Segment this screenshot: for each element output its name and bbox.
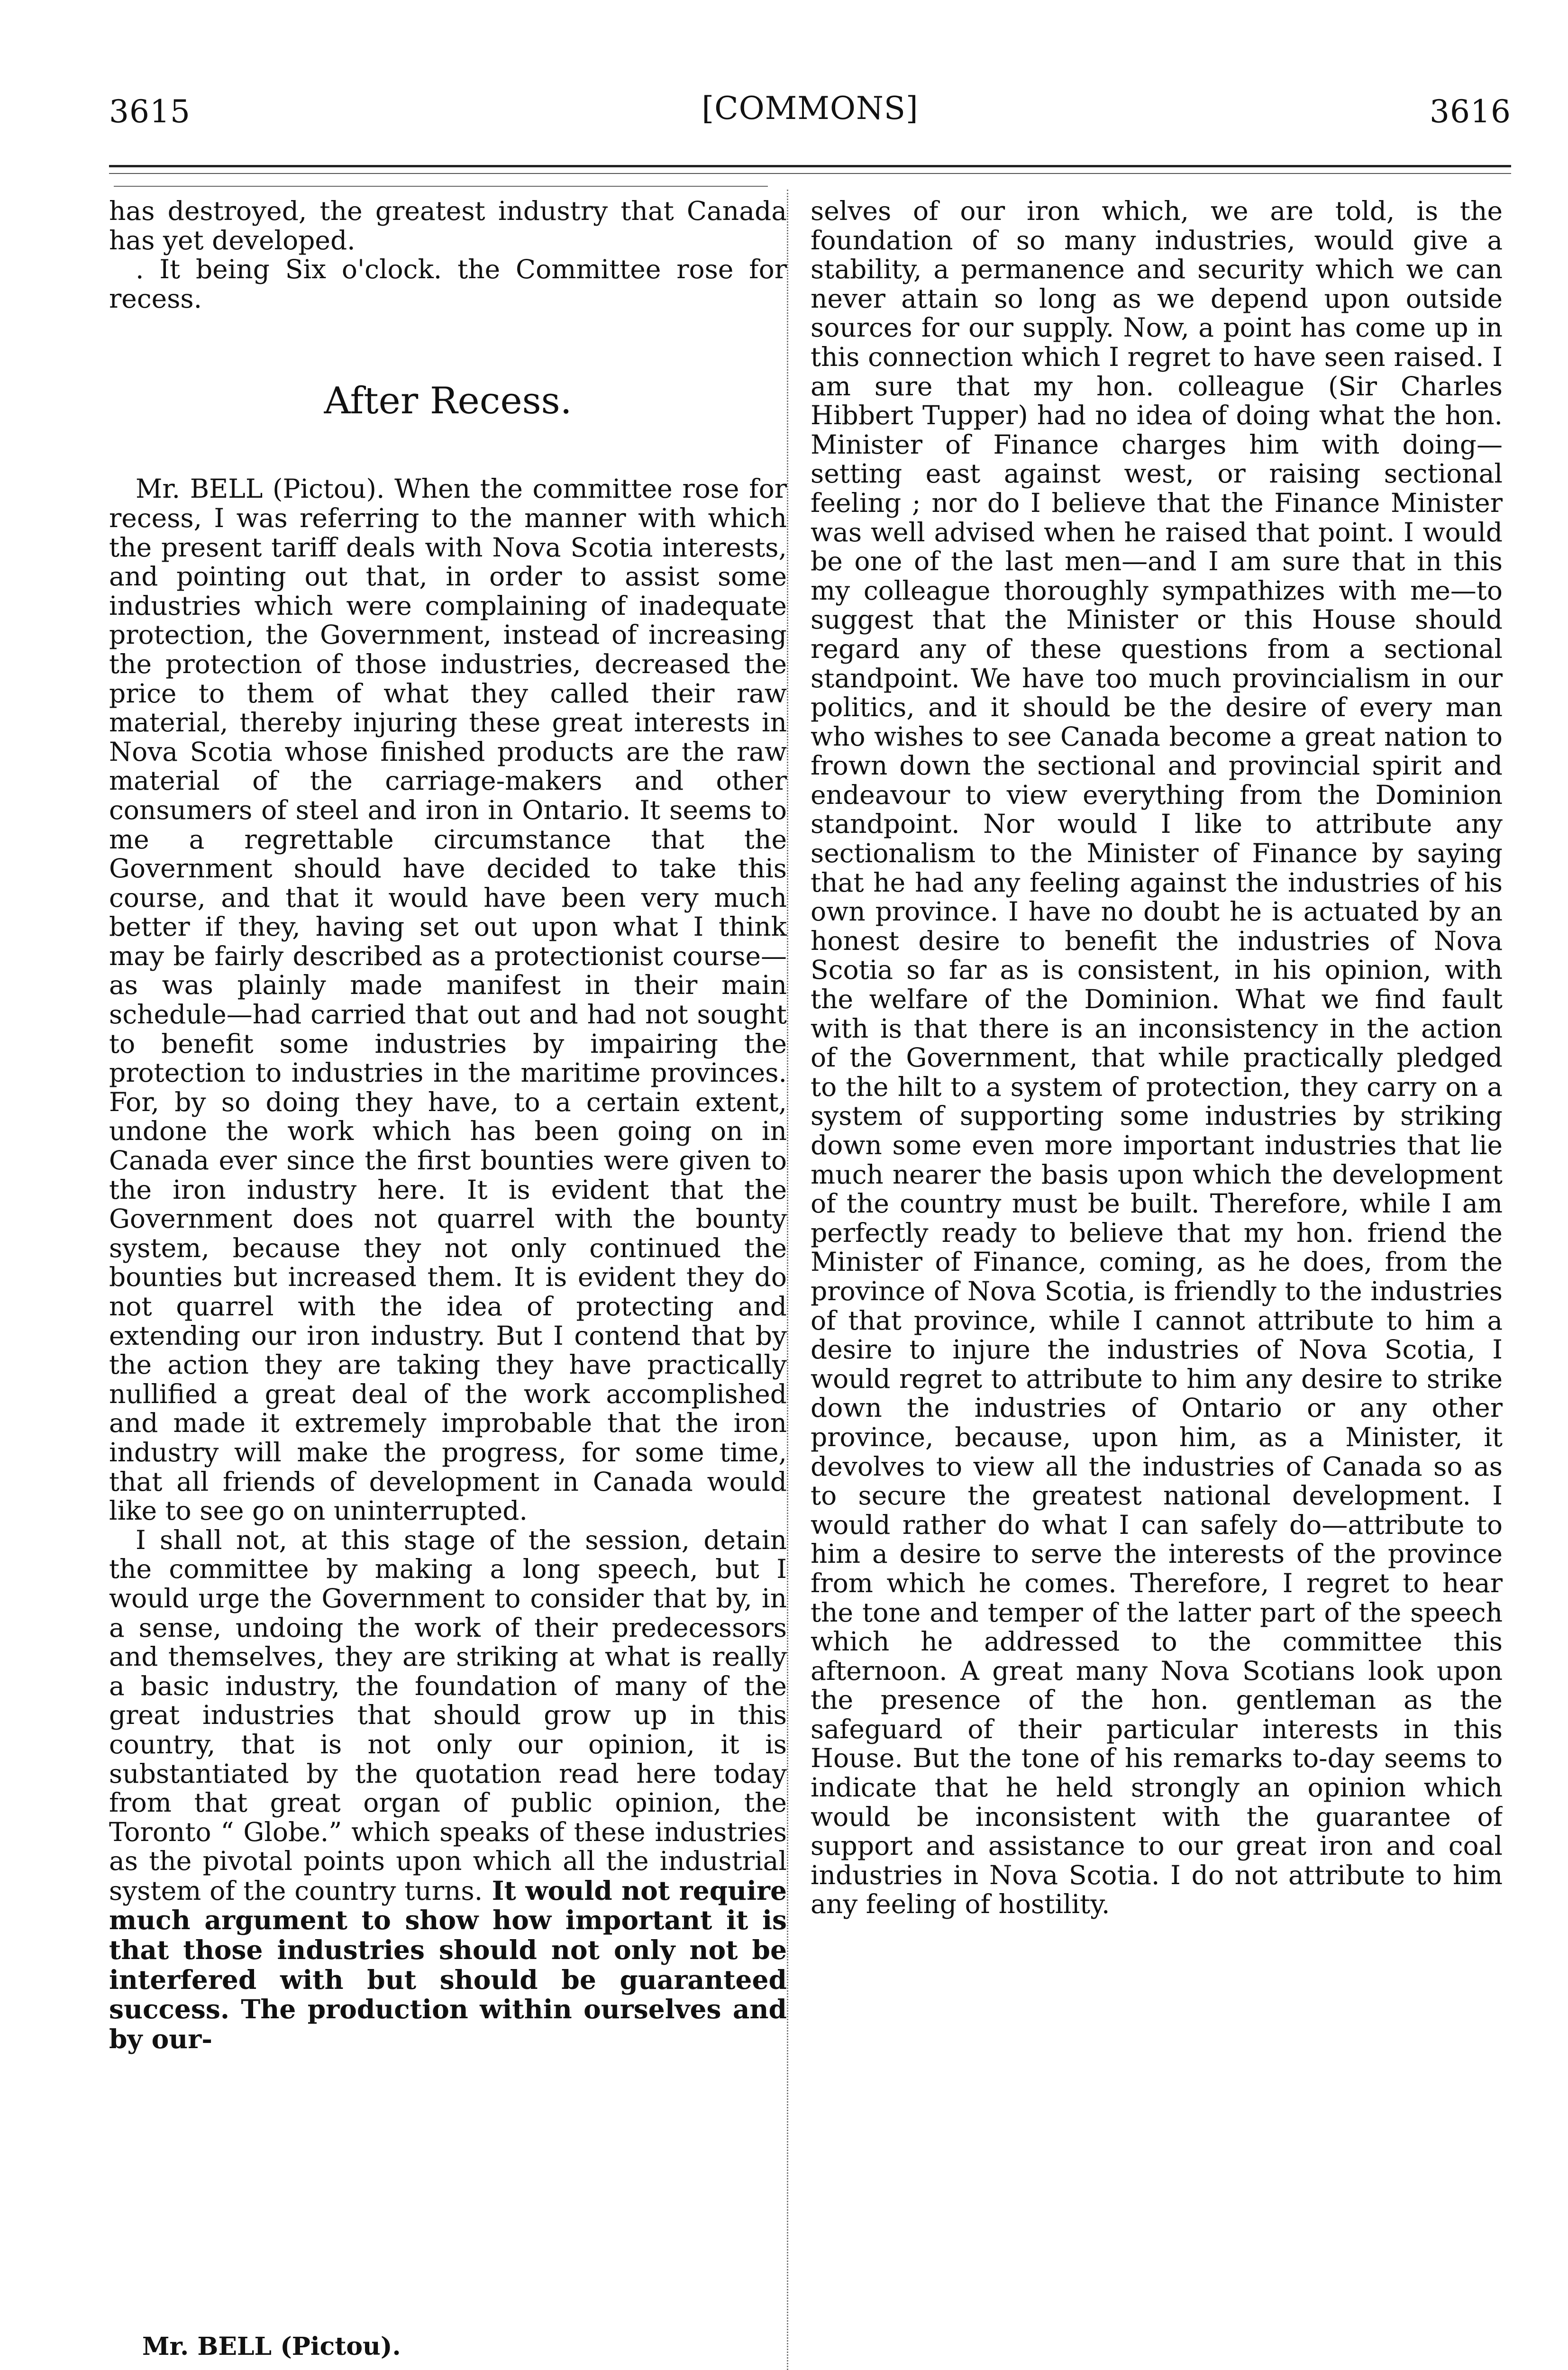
left-page-number: 3615 [109,93,191,130]
left-para-4-text: I shall not, at this stage of the session, detain the committee by making a long speech, but I would urge the Government to consider that by, in a sense, undoing the work of their predecessors and themselves, they are striking at what is really a basic industry, the foundation of many of the great industries that should grow up in this country, that is not only our opinion, it is substantiated by the quotation read here today from that great organ of public opinion, the Toronto “ Globe.” which speaks of these industries as the pivotal points upon which all the industrial system of the country turns. [109,1524,787,1906]
left-para-3: Mr. BELL (Pictou). When the committee rose for recess, I was referring to the manner with which the present tariff deals with Nova Scotia interests, and pointing out that, in order to assist some industries which were complaining of inadequate protection, the Government, instead of increasing the protection of those industries, decreased the price to them of what they called their raw material, thereby injuring these great interests in Nova Scotia whose finished products are the raw material of the carriage-makers and other consumers of steel and iron in Ontario. It seems to me a regrettable circumstance that the Government should have decided to take this course, and that it would have been very much better if they, having set out upon what I think may be fairly described as a protectionist course—as was plainly made manifest in their main schedule—had carried that out and had not sought to benefit some industries by impairing the protection to industries in the maritime provinces. For, by so doing they have, to a certain extent, undone the work which has been going on in Canada ever since the first bounties were given to the iron industry here. It is evident that the Government does not quarrel with the bounty system, because they not only continued the bounties but increased them. It is evident they do not quarrel with the idea of protecting and extending our iron industry. But I contend that by the action they are taking they have practically nullified a great deal of the work accomplished and made it extremely improbable that the iron industry will make the progress, for some time, that all friends of development in Canada would like to see go on uninterrupted. [109,474,787,1526]
left-para-4-bold-text: It would not require much argument to show how important it is that those industries should not only not be interfered with but should be guaranteed success. The production within ourselves and by our- [109,1875,787,2054]
header-rule-thin [109,173,1511,174]
column-top-rule [114,186,768,187]
left-para-2: . It being Six o'clock. the Committee rose for recess. [109,254,787,314]
column-divider [787,190,788,2370]
header-title: [COMMONS] [702,90,919,127]
left-para-1: has destroyed, the greatest industry that Canada has yet developed. [109,197,787,255]
footer-speaker-name: Mr. BELL (Pictou). [142,2332,401,2361]
page-header [109,85,1511,137]
right-page-number: 3616 [1430,93,1511,130]
right-para-1: selves of our iron which, we are told, is the foundation of so many industries, would give a stability, a permanence and security which we can never attain so long as we depend upon outside sources for our supply. Now, a point has come up in this connection which I regret to have seen raised. I am sure that my hon. colleague (Sir Charles Hibbert Tupper) had no idea of doing what the hon. Minister of Finance charges him with doing—setting east against west, or raising sectional feeling ; nor do I believe that the Finance Minister was well advised when he raised that point. I would be one of the last men—and I am sure that in this my colleague thoroughly sympathizes with me—to suggest that the Minister or this House should regard any of these questions from a sectional standpoint. We have too much provincialism in our politics, and it should be the desire of every man who wishes to see Canada become a great nation to frown down the sectional and provincial spirit and endeavour to view everything from the Dominion standpoint. Nor would I like to attribute any sectionalism to the Minister of Finance by saying that he had any feeling against the industries of his own province. I have no doubt he is actuated by an honest desire to benefit the industries of Nova Scotia so far as is consistent, in his opinion, with the welfare of the Dominion. What we find fault with is that there is an inconsistency in the action of the Government, that while practically pledged to the hilt to a system of protection, they carry on a system of supporting some industries by striking down some even more important industries that lie much nearer the basis upon which the development of the country must be built. Therefore, while I am perfectly ready to believe that my hon. friend the Minister of Finance, coming, as he does, from the province of Nova Scotia, is friendly to the industries of that province, while I cannot attribute to him a desire to injure the industries of Nova Scotia, I would regret to attribute to him any desire to strike down the industries of Ontario or any other province, because, upon him, as a Minister, it devolves to view all the industries of Canada so as to secure the greatest national development. I would rather do what I can safely do—attribute to him a desire to serve the interests of the province from which he comes. Therefore, I regret to hear the tone and temper of the latter part of the speech which he addressed to the committee this afternoon. A great many Nova Scotians look upon the presence of the hon. gentleman as the safeguard of their particular interests in this House. But the tone of his remarks to-day seems to indicate that he held strongly an opinion which would be inconsistent with the guarantee of support and assistance to our great iron and coal industries in Nova Scotia. I do not attribute to him any feeling of hostility. [811,197,1503,1920]
header-rule-thick [109,165,1511,167]
right-column [811,197,1503,2320]
recess-heading: After Recess. [324,380,572,423]
left-column [109,197,787,2320]
left-para-4 [109,1526,787,2054]
